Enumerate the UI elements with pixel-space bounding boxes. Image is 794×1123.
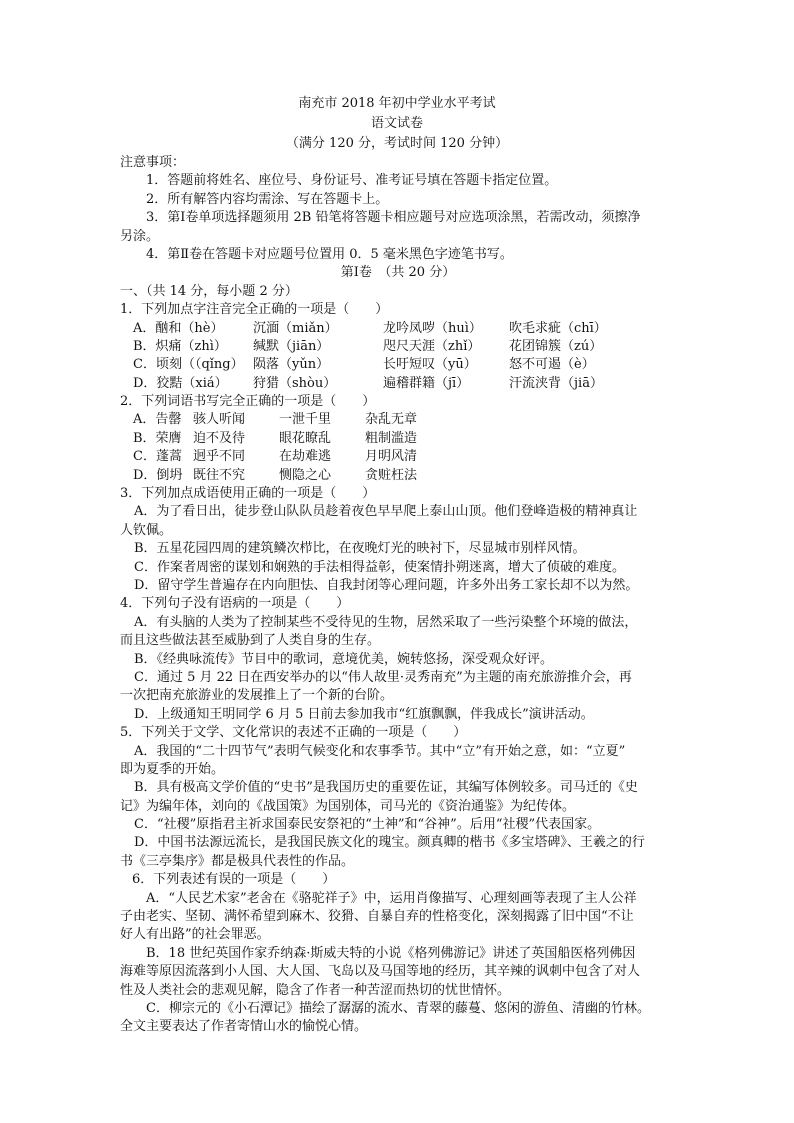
exam-header	[0, 94, 794, 154]
option-item: A．告罄	[133, 412, 182, 428]
option-d: D．留守学生普遍存在内向胆怯、自我封闭等心理问题，许多外出务工家长却不以为然。	[134, 577, 639, 593]
exam-title: 南充市 2018 年初中学业水平考试	[298, 96, 496, 111]
option-b-cont: 海难等原因流落到小人国、大人国、飞岛以及马国等地的经历，其辛辣的讽刺中包含了对人	[120, 964, 641, 980]
option-item: 狩猎（shòu）	[253, 375, 337, 391]
exam-subject: 语文试卷	[370, 116, 423, 131]
option-c-cont: 一次把南充旅游业的发展推上了一个新的台阶。	[120, 688, 394, 704]
option-a-cont: 好人有出路”的社会罪恶。	[120, 927, 270, 943]
option-item: D．狡黠（xiá）	[133, 375, 228, 391]
option-a: A．我国的“二十四节气”表明气候变化和农事季节。其中“立”有开始之意，如：“立夏”	[134, 743, 626, 759]
option-item: 缄默（jiān）	[253, 338, 330, 354]
option-item: B．荣膺	[133, 430, 182, 446]
question-2	[120, 393, 676, 485]
notes-heading: 注意事项：	[120, 155, 186, 170]
note-item-4: 4．第Ⅱ卷在答题卡对应题号位置用 0．5 毫米黑色字迹笔书写。	[146, 246, 513, 262]
question-6	[120, 871, 676, 1037]
option-item: 眼花瞭乱	[279, 430, 332, 446]
option-a: A．“人民艺术家”老舍在《骆驼祥子》中，运用肖像描写、心理刻画等表现了主人公祥	[146, 890, 637, 906]
option-row-a	[120, 320, 676, 338]
option-row-a	[120, 411, 676, 429]
option-row-d	[120, 467, 676, 485]
option-a: A．有头脑的人类为了控制某些不受待见的生物，居然采取了一些污染整个环境的做法，	[134, 614, 638, 630]
option-item: 在劫难逃	[279, 449, 332, 465]
option-item: 既往不究	[193, 467, 246, 483]
option-b: B．18 世纪英国作家乔纳森·斯威夫特的小说《格列佛游记》讲述了英国船医格列佛因	[146, 945, 636, 961]
option-item: 一泄千里	[279, 412, 332, 428]
note-item-3: 3．第Ⅰ卷单项选择题须用 2B 铅笔将答题卡相应题号对应选项涂黑，若需改动，须擦净	[146, 210, 641, 226]
option-c: C．作案者周密的谋划和娴熟的手法相得益彰，使案情扑朔迷离，增大了侦破的难度。	[134, 559, 625, 575]
option-c: C．“社稷”原指君主祈求国泰民安祭祀的“土神”和“谷神”。后用“社稷”代表国家。	[134, 817, 601, 833]
option-item: 陨落（yǔn）	[253, 357, 330, 373]
option-item: 沉湎（miǎn）	[253, 320, 338, 336]
option-row-d	[120, 375, 676, 393]
option-item: B．炽痛（zhì）	[133, 338, 227, 354]
option-item: 吹毛求疵（chī）	[509, 320, 607, 336]
option-item: 骇人听闻	[193, 412, 246, 428]
option-a-cont: 子由老实、坚韧、满怀希望到麻木、狡猾、自暴自弃的性格变化，深刻揭露了旧中国“不让	[120, 909, 634, 925]
option-c: C．通过 5 月 22 日在西安举办的以“伟人故里·灵秀南充”为主题的南充旅游推介会，再	[134, 669, 632, 685]
option-item: 迥乎不同	[193, 449, 246, 465]
question-stem: 5．下列关于文学、文化常识的表述不正确的一项是（ ）	[120, 725, 467, 741]
option-row-b	[120, 430, 676, 448]
question-4	[120, 595, 676, 724]
option-item: 汗流浃背（jiā）	[509, 375, 603, 391]
option-c: C．柳宗元的《小石潭记》描绘了潺潺的流水、青翠的藤蔓、悠闲的游鱼、清幽的竹林。	[146, 1000, 650, 1016]
option-item: D．倒坍	[133, 467, 183, 483]
question-1	[120, 301, 676, 393]
option-item: C．蓬蒿	[133, 449, 182, 465]
option-item: 月明风清	[365, 449, 418, 465]
question-stem: 3．下列加点成语使用正确的一项是（ ）	[120, 486, 376, 502]
option-item: 遍稽群籍（jī）	[383, 375, 470, 391]
option-item: 长吁短叹（yū）	[383, 357, 477, 373]
option-a-cont: 即为夏季的开始。	[120, 761, 225, 777]
section-heading: 第Ⅰ卷 （共 20 分）	[340, 265, 456, 281]
option-row-c	[120, 356, 676, 374]
option-b-cont: 性及人类社会的悲观见解，隐含了作者一种苦涩而热切的忧世情怀。	[120, 982, 511, 998]
option-item: 龙吟凤哕（huì）	[383, 320, 482, 336]
question-stem: 6．下列表述有误的一项是（ ）	[132, 872, 336, 888]
option-d: D．中国书法源远流长，是我国民族文化的瑰宝。颜真卿的楷书《多宝塔碑》、王羲之的行	[134, 835, 645, 851]
option-d: D．上级通知王明同学 6 月 5 日前去参加我市“红旗飘飘，伴我成长”演讲活动。	[134, 706, 594, 722]
option-b: B．具有极高文学价值的“史书”是我国历史的重要佐证，其编写体例较多。司马迁的《史	[134, 780, 638, 796]
question-stem: 2．下列词语书写完全正确的一项是（ ）	[120, 394, 376, 410]
part-heading: 一、（共 14 分，每小题 2 分）	[120, 283, 298, 299]
option-c-cont: 全文主要表达了作者寄情山水的愉悦心情。	[120, 1019, 368, 1035]
option-b: B．《经典咏流传》节目中的歌词，意境优美，婉转悠扬，深受观众好评。	[134, 651, 554, 667]
option-a-cont: 而且这些做法甚至威胁到了人类自身的生存。	[120, 633, 381, 649]
question-stem: 1．下列加点字注音完全正确的一项是（ ）	[120, 302, 389, 318]
option-item: 恻隐之心	[279, 467, 332, 483]
option-item: 花团锦簇（zú）	[509, 338, 603, 354]
option-item: 咫尺天涯（zhǐ）	[383, 338, 481, 354]
option-item: A．酗和（hè）	[133, 320, 224, 336]
option-a: A．为了看日出，徒步登山队队员趁着夜色早早爬上泰山山顶。他们登峰造极的精神真让	[134, 504, 638, 520]
notes-section	[120, 154, 676, 264]
option-row-b	[120, 338, 676, 356]
option-item: 贪赃枉法	[365, 467, 418, 483]
question-5	[120, 724, 676, 871]
option-row-c	[120, 448, 676, 466]
option-item: C．顷刻（（qǐng）	[133, 357, 244, 373]
option-item: 怒不可遏（è）	[509, 357, 595, 373]
question-stem: 4．下列句子没有语病的一项是（ ）	[120, 596, 350, 612]
note-item-3-cont: 另涂。	[120, 228, 160, 244]
question-3	[120, 485, 676, 595]
option-item: 粗制滥造	[365, 430, 418, 446]
exam-content	[120, 154, 676, 1037]
option-d-cont: 书《三亭集序》都是极具代表性的作品。	[120, 853, 355, 869]
option-item: 杂乱无章	[365, 412, 418, 428]
note-item-1: 1．答题前将姓名、座位号、身份证号、准考证号填在答题卡指定位置。	[146, 173, 558, 189]
option-a-cont: 人钦佩。	[120, 522, 173, 538]
option-b: B．五星花园四周的建筑鳞次栉比，在夜晚灯光的映衬下，尽显城市别样风情。	[134, 541, 586, 557]
note-item-2: 2．所有解答内容均需涂、写在答题卡上。	[146, 191, 389, 207]
option-b-cont: 记》为编年体，刘向的《战国策》为国别体，司马光的《资治通鉴》为纪传体。	[120, 798, 576, 814]
exam-info: （满分 120 分，考试时间 120 分钟）	[285, 136, 509, 151]
option-item: 迫不及待	[193, 430, 246, 446]
